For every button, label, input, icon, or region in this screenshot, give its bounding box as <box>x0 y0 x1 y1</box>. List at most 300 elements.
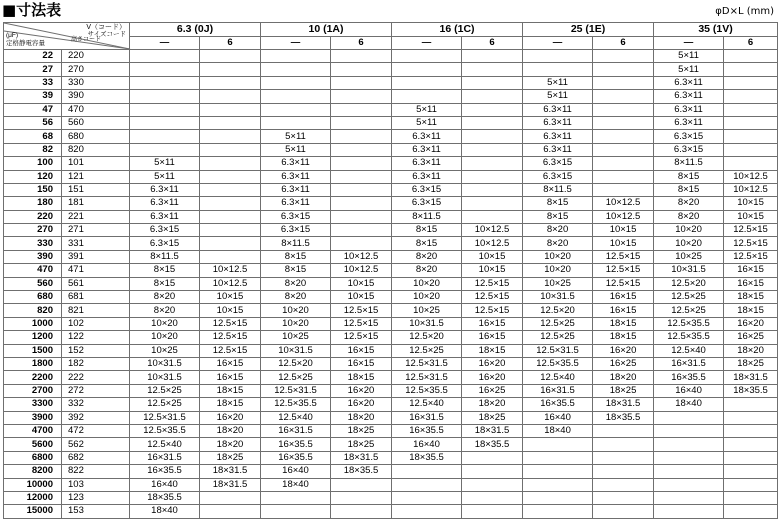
dimension-cell: 10×15 <box>593 237 654 250</box>
capacitance-code-cell: 681 <box>62 291 130 304</box>
size-code-label: サイズコード <box>87 31 126 38</box>
table-row <box>4 438 778 451</box>
dimension-cell: 16×15 <box>331 344 392 357</box>
dimension-cell: 16×31.5 <box>654 357 724 370</box>
dimension-cell: 12.5×15 <box>593 277 654 290</box>
unit-label: φD×L (mm) <box>715 6 774 17</box>
capacitance-code-cell: 821 <box>62 304 130 317</box>
table-row <box>4 170 778 183</box>
table-row <box>4 63 778 76</box>
dimension-cell <box>261 505 331 518</box>
dimension-cell <box>593 143 654 156</box>
dimension-cell: 10×15 <box>462 250 523 263</box>
dimension-cell <box>593 170 654 183</box>
dimension-cell: 6.3×15 <box>523 170 593 183</box>
dimension-cell: 16×35.5 <box>261 438 331 451</box>
dimension-cell <box>462 157 523 170</box>
dimension-cell <box>130 63 200 76</box>
table-row <box>4 491 778 504</box>
dimension-cell: 18×25 <box>331 438 392 451</box>
dimension-cell <box>200 157 261 170</box>
dimension-cell <box>200 197 261 210</box>
dimension-cell: 8×15 <box>261 250 331 263</box>
height-code-header: 6 <box>724 36 778 50</box>
dimension-cell: 12.5×25 <box>523 317 593 330</box>
capacitance-code-cell: 222 <box>62 371 130 384</box>
dimension-cell: 12.5×31.5 <box>261 384 331 397</box>
dimension-cell <box>331 103 392 116</box>
capacitance-code-cell: 822 <box>62 465 130 478</box>
dimension-cell: 10×20 <box>654 237 724 250</box>
dimension-cell <box>200 50 261 63</box>
capacitance-cell: 10000 <box>4 478 62 491</box>
capacitance-cell: 8200 <box>4 465 62 478</box>
dimension-cell: 16×25 <box>593 357 654 370</box>
voltage-header: 10 (1A) <box>261 23 392 37</box>
dimension-cell: 12.5×15 <box>724 224 778 237</box>
dimension-cell <box>654 411 724 424</box>
dimension-cell <box>462 50 523 63</box>
dimension-cell: 8×15 <box>654 170 724 183</box>
dimension-cell: 12.5×25 <box>130 398 200 411</box>
dimension-cell: 18×15 <box>331 371 392 384</box>
dimension-cell <box>593 50 654 63</box>
table-row <box>4 197 778 210</box>
dimension-cell: 16×15 <box>331 357 392 370</box>
page-title: ■寸法表 <box>2 1 62 19</box>
dimension-cell <box>200 63 261 76</box>
dimension-cell: 6.3×15 <box>261 224 331 237</box>
table-row <box>4 344 778 357</box>
dimension-cell <box>130 50 200 63</box>
dimension-cell <box>523 465 593 478</box>
dimension-cell: 16×20 <box>331 384 392 397</box>
dimension-cell: 6.3×11 <box>261 170 331 183</box>
capacitance-code-cell: 121 <box>62 170 130 183</box>
dimension-cell <box>200 76 261 89</box>
table-row <box>4 331 778 344</box>
dimension-cell <box>261 50 331 63</box>
capacitance-cell: 820 <box>4 304 62 317</box>
height-code-header: 6 <box>200 36 261 50</box>
dimension-cell <box>462 76 523 89</box>
dimension-cell: 16×15 <box>200 371 261 384</box>
dimension-cell <box>200 237 261 250</box>
dimension-cell: 10×12.5 <box>200 277 261 290</box>
dimension-cell <box>200 130 261 143</box>
dimension-cell: 8×11.5 <box>654 157 724 170</box>
dimension-cell: 8×11.5 <box>392 210 462 223</box>
dimension-cell: 6.3×11 <box>523 130 593 143</box>
capacitance-cell: 120 <box>4 170 62 183</box>
capacitance-cell: 39 <box>4 90 62 103</box>
dimension-cell <box>724 505 778 518</box>
dimension-cell: 18×20 <box>200 424 261 437</box>
dimension-cell <box>724 103 778 116</box>
capacitance-cell: 150 <box>4 183 62 196</box>
capacitance-code-cell: 270 <box>62 63 130 76</box>
dimension-cell: 5×11 <box>261 130 331 143</box>
dimension-cell <box>200 143 261 156</box>
dimension-cell: 8×11.5 <box>261 237 331 250</box>
dimension-cell: 6.3×11 <box>130 197 200 210</box>
dimension-cell: 10×31.5 <box>392 317 462 330</box>
dimension-cell <box>462 451 523 464</box>
dimension-cell: 12.5×40 <box>654 344 724 357</box>
dimension-cell <box>724 438 778 451</box>
dimension-cell <box>724 478 778 491</box>
dimension-cell: 16×40 <box>523 411 593 424</box>
dimension-cell <box>593 478 654 491</box>
dimension-table <box>3 22 778 519</box>
dimension-cell: 16×15 <box>724 264 778 277</box>
dimension-cell: 12.5×40 <box>523 371 593 384</box>
table-row <box>4 237 778 250</box>
capacitance-code-cell: 472 <box>62 424 130 437</box>
dimension-cell <box>523 438 593 451</box>
dimension-cell: 16×15 <box>462 331 523 344</box>
capacitance-cell: 100 <box>4 157 62 170</box>
dimension-cell: 6.3×11 <box>523 143 593 156</box>
dimension-cell: 10×15 <box>331 291 392 304</box>
capacitance-code-cell: 562 <box>62 438 130 451</box>
capacitance-code-cell: 331 <box>62 237 130 250</box>
dimension-cell: 12.5×25 <box>392 344 462 357</box>
dimension-cell <box>462 465 523 478</box>
dimension-cell: 18×25 <box>593 384 654 397</box>
dimension-cell: 16×40 <box>392 438 462 451</box>
table-row <box>4 143 778 156</box>
capacitance-code-cell: 561 <box>62 277 130 290</box>
dimension-cell <box>200 210 261 223</box>
dimension-cell: 16×15 <box>724 277 778 290</box>
dimension-cell: 16×20 <box>593 344 654 357</box>
dimension-cell <box>331 90 392 103</box>
height-code-header: — <box>392 36 462 50</box>
dimension-cell: 10×20 <box>130 331 200 344</box>
capacitance-cell: 3900 <box>4 411 62 424</box>
dimension-cell: 6.3×11 <box>523 103 593 116</box>
table-row <box>4 465 778 478</box>
table-corner-header <box>4 23 130 50</box>
dimension-cell: 5×11 <box>392 103 462 116</box>
table-row <box>4 291 778 304</box>
dimension-cell: 8×11.5 <box>523 183 593 196</box>
table-row <box>4 224 778 237</box>
dimension-cell <box>462 183 523 196</box>
dimension-cell <box>130 130 200 143</box>
capacitance-cell: 1800 <box>4 357 62 370</box>
capacitance-code-cell: 102 <box>62 317 130 330</box>
dimension-cell <box>593 116 654 129</box>
dimension-cell <box>724 424 778 437</box>
dimension-cell <box>724 491 778 504</box>
dimension-cell: 8×15 <box>392 224 462 237</box>
dimension-cell: 5×11 <box>130 170 200 183</box>
dimension-cell: 8×20 <box>261 291 331 304</box>
dimension-cell: 8×20 <box>654 197 724 210</box>
dimension-cell: 5×11 <box>654 50 724 63</box>
capacitance-code-cell: 470 <box>62 103 130 116</box>
capacitance-cell: 82 <box>4 143 62 156</box>
dimension-cell: 6.3×11 <box>654 90 724 103</box>
dimension-cell: 10×12.5 <box>724 170 778 183</box>
dimension-cell: 12.5×15 <box>724 237 778 250</box>
dimension-cell: 6.3×15 <box>130 224 200 237</box>
dimension-cell: 8×20 <box>392 264 462 277</box>
capacitance-cell: 3300 <box>4 398 62 411</box>
dimension-cell: 16×15 <box>593 304 654 317</box>
dimension-cell: 5×11 <box>392 116 462 129</box>
dimension-cell <box>462 116 523 129</box>
dimension-cell: 12.5×40 <box>130 438 200 451</box>
capacitance-code-cell: 151 <box>62 183 130 196</box>
dimension-cell: 6.3×11 <box>392 157 462 170</box>
dimension-cell: 16×15 <box>200 357 261 370</box>
dimension-cell: 8×15 <box>523 210 593 223</box>
dimension-cell: 8×15 <box>130 277 200 290</box>
dimension-cell: 16×20 <box>462 371 523 384</box>
dimension-cell <box>724 76 778 89</box>
height-code-header: — <box>523 36 593 50</box>
dimension-cell: 16×40 <box>261 465 331 478</box>
dimension-cell: 12.5×15 <box>462 291 523 304</box>
dimension-cell: 18×40 <box>523 424 593 437</box>
dimension-cell: 12.5×31.5 <box>130 411 200 424</box>
table-row <box>4 116 778 129</box>
dimension-cell: 10×12.5 <box>462 224 523 237</box>
dimension-cell <box>593 103 654 116</box>
dimension-cell <box>392 50 462 63</box>
dimension-cell: 18×15 <box>724 304 778 317</box>
capacitance-cell: 390 <box>4 250 62 263</box>
height-code-header: — <box>130 36 200 50</box>
table-row <box>4 90 778 103</box>
dimension-cell: 18×15 <box>200 398 261 411</box>
capacitance-cell: 68 <box>4 130 62 143</box>
dimension-cell: 12.5×20 <box>523 304 593 317</box>
dimension-cell: 16×25 <box>724 331 778 344</box>
dimension-cell: 12.5×15 <box>200 344 261 357</box>
dimension-cell: 18×40 <box>654 398 724 411</box>
dimension-cell <box>724 130 778 143</box>
voltage-code-label: V（コード） <box>86 24 126 31</box>
dimension-cell: 6.3×11 <box>130 210 200 223</box>
height-code-header: — <box>654 36 724 50</box>
dimension-cell: 10×31.5 <box>654 264 724 277</box>
dimension-cell: 8×20 <box>523 237 593 250</box>
table-row <box>4 304 778 317</box>
dimension-cell: 10×12.5 <box>200 264 261 277</box>
dimension-cell <box>724 116 778 129</box>
dimension-cell: 12.5×31.5 <box>392 371 462 384</box>
dimension-cell <box>331 63 392 76</box>
dimension-cell: 6.3×11 <box>523 116 593 129</box>
dimension-cell <box>331 170 392 183</box>
dimension-cell: 5×11 <box>654 63 724 76</box>
table-row <box>4 317 778 330</box>
table-row <box>4 210 778 223</box>
dimension-cell: 10×31.5 <box>130 371 200 384</box>
dimension-cell: 6.3×11 <box>392 143 462 156</box>
dimension-cell: 16×35.5 <box>654 371 724 384</box>
dimension-cell: 6.3×11 <box>654 116 724 129</box>
dimension-cell <box>331 237 392 250</box>
dimension-cell <box>523 478 593 491</box>
capacitance-code-cell: 680 <box>62 130 130 143</box>
dimension-cell: 18×25 <box>724 357 778 370</box>
dimension-cell <box>654 438 724 451</box>
dimension-cell: 18×25 <box>200 451 261 464</box>
dimension-cell <box>200 224 261 237</box>
dimension-cell: 6.3×15 <box>392 183 462 196</box>
height-code-header: 6 <box>462 36 523 50</box>
dimension-cell: 8×20 <box>261 277 331 290</box>
dimension-cell: 12.5×25 <box>654 291 724 304</box>
dimension-cell: 12.5×40 <box>392 398 462 411</box>
dimension-cell: 10×31.5 <box>261 344 331 357</box>
dimension-cell: 12.5×15 <box>331 304 392 317</box>
dimension-cell: 8×15 <box>261 264 331 277</box>
dimension-cell: 16×31.5 <box>130 451 200 464</box>
dimension-cell: 18×35.5 <box>593 411 654 424</box>
dimension-cell: 12.5×15 <box>462 277 523 290</box>
capacitance-code-cell: 123 <box>62 491 130 504</box>
dimension-cell <box>654 424 724 437</box>
dimension-cell <box>261 116 331 129</box>
height-code-header: 6 <box>593 36 654 50</box>
capacitance-cell: 33 <box>4 76 62 89</box>
capacitance-cell: 47 <box>4 103 62 116</box>
dimension-cell: 18×35.5 <box>392 451 462 464</box>
capacitance-code-cell: 271 <box>62 224 130 237</box>
dimension-cell: 10×20 <box>261 304 331 317</box>
dimension-cell <box>331 505 392 518</box>
dimension-cell: 8×20 <box>523 224 593 237</box>
dimension-cell: 6.3×11 <box>392 170 462 183</box>
dimension-cell: 18×15 <box>724 291 778 304</box>
dimension-cell: 10×12.5 <box>593 210 654 223</box>
dimension-cell: 12.5×15 <box>200 331 261 344</box>
dimension-cell: 16×35.5 <box>130 465 200 478</box>
dimension-cell: 10×15 <box>724 197 778 210</box>
dimension-cell: 16×20 <box>200 411 261 424</box>
capacitance-cell: 560 <box>4 277 62 290</box>
dimension-cell: 10×25 <box>523 277 593 290</box>
dimension-cell <box>392 63 462 76</box>
voltage-header: 35 (1V) <box>654 23 778 37</box>
dimension-cell: 18×15 <box>462 344 523 357</box>
dimension-cell <box>331 478 392 491</box>
table-row <box>4 357 778 370</box>
capacitance-code-cell: 392 <box>62 411 130 424</box>
dimension-cell <box>261 63 331 76</box>
capacitance-cell: 2200 <box>4 371 62 384</box>
dimension-cell: 12.5×31.5 <box>392 357 462 370</box>
table-row <box>4 398 778 411</box>
dimension-cell: 10×20 <box>392 291 462 304</box>
dimension-cell: 18×31.5 <box>200 465 261 478</box>
capacitance-cell: 22 <box>4 50 62 63</box>
dimension-cell: 18×35.5 <box>462 438 523 451</box>
table-row <box>4 183 778 196</box>
dimension-cell: 16×20 <box>724 317 778 330</box>
dimension-cell <box>724 398 778 411</box>
capacitance-cell: 470 <box>4 264 62 277</box>
capacitance-code-cell: 820 <box>62 143 130 156</box>
dimension-cell: 8×15 <box>523 197 593 210</box>
dimension-cell <box>331 130 392 143</box>
dimension-cell <box>200 116 261 129</box>
dimension-cell <box>331 210 392 223</box>
dimension-cell <box>200 250 261 263</box>
dimension-cell: 10×25 <box>392 304 462 317</box>
dimension-cell: 10×20 <box>523 250 593 263</box>
dimension-cell: 10×31.5 <box>130 357 200 370</box>
dimension-cell: 12.5×15 <box>200 317 261 330</box>
table-row <box>4 250 778 263</box>
dimension-cell <box>462 130 523 143</box>
capacitance-cell: 56 <box>4 116 62 129</box>
dimension-cell <box>261 103 331 116</box>
dimension-cell <box>462 505 523 518</box>
capacitance-code-cell: 330 <box>62 76 130 89</box>
dimension-cell: 18×31.5 <box>200 478 261 491</box>
dimension-cell: 12.5×35.5 <box>654 331 724 344</box>
dimension-cell <box>523 505 593 518</box>
dimension-cell: 10×12.5 <box>331 250 392 263</box>
dimension-cell: 10×15 <box>331 277 392 290</box>
capacitance-cell: 1000 <box>4 317 62 330</box>
dimension-cell: 16×20 <box>331 398 392 411</box>
dimension-cell: 10×20 <box>523 264 593 277</box>
dimension-cell: 10×31.5 <box>523 291 593 304</box>
capacitance-cell: 220 <box>4 210 62 223</box>
dimension-cell <box>130 143 200 156</box>
capacitance-cell: 15000 <box>4 505 62 518</box>
dimension-cell: 16×15 <box>462 317 523 330</box>
capacitance-cell: 6800 <box>4 451 62 464</box>
table-row <box>4 505 778 518</box>
dimension-cell <box>331 224 392 237</box>
dimension-cell: 12.5×35.5 <box>654 317 724 330</box>
capacitance-code-cell: 182 <box>62 357 130 370</box>
voltage-header: 25 (1E) <box>523 23 654 37</box>
dimension-cell <box>593 505 654 518</box>
table-row <box>4 103 778 116</box>
dimension-cell: 16×25 <box>462 384 523 397</box>
table-row <box>4 424 778 437</box>
dimension-cell: 16×35.5 <box>392 424 462 437</box>
dimension-cell <box>462 170 523 183</box>
capacitance-cell: 270 <box>4 224 62 237</box>
dimension-cell <box>523 491 593 504</box>
dimension-cell: 6.3×15 <box>523 157 593 170</box>
dimension-cell <box>200 491 261 504</box>
dimension-cell <box>654 478 724 491</box>
dimension-cell: 10×20 <box>392 277 462 290</box>
dimension-cell <box>523 63 593 76</box>
dimension-cell: 16×40 <box>654 384 724 397</box>
dimension-cell <box>261 491 331 504</box>
dimension-cell <box>654 451 724 464</box>
dimension-cell: 8×15 <box>654 183 724 196</box>
dimension-cell: 8×20 <box>130 291 200 304</box>
capacitance-code-cell: 103 <box>62 478 130 491</box>
dimension-cell <box>523 50 593 63</box>
table-row <box>4 264 778 277</box>
dimension-cell: 12.5×25 <box>523 331 593 344</box>
